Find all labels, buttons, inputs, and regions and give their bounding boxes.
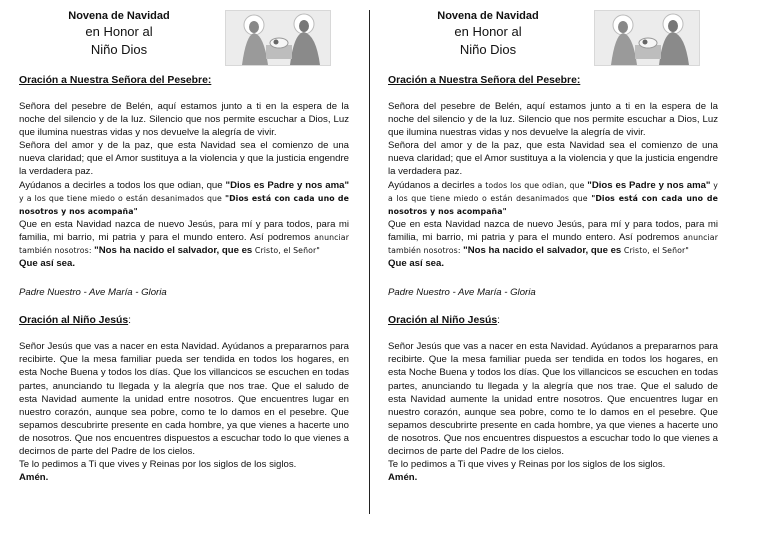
prayers-line: Padre Nuestro - Ave María - Gloria xyxy=(388,287,536,299)
paragraph: Te lo pedimos a Ti que vives y Reinas por los siglos de los siglos. xyxy=(19,459,297,471)
subtitle-line-1: en Honor al xyxy=(454,24,522,39)
paragraph: Señora del amor y de la paz, que esta Navidad sea el comienzo de una nueva claridad; que el Amor sustituya a la violencia y que la justicia engendre la verdadera paz. xyxy=(19,140,349,178)
paragraph: Te lo pedimos a Ti que vives y Reinas por los siglos de los siglos. xyxy=(388,459,666,471)
prayers-line: Padre Nuestro - Ave María - Gloria xyxy=(19,287,167,299)
nativity-image xyxy=(594,10,700,66)
closing-line: Que así sea. xyxy=(19,258,75,270)
subtitle-line-1: en Honor al xyxy=(85,24,153,39)
header xyxy=(19,0,349,64)
page-title: Novena de Navidad xyxy=(437,10,539,22)
paragraph: Señora del pesebre de Belén, aquí estamos junto a ti en la espera de la noche del silencio y de la luz. Silencio que nos permite escuchar a Dios, Luz que ilumina nuestras vidas y nos devuelve la alegría de vivir. xyxy=(388,101,718,139)
amen-line: Amén. xyxy=(388,472,418,484)
right-panel xyxy=(388,0,718,484)
subtitle-line-2: Niño Dios xyxy=(90,42,148,57)
paragraph: Que en esta Navidad nazca de nuevo Jesús, para mí y para todos, para mi familia, mi barrio, mi patria y para el mundo entero. Así podremos anunciar también nosotros: "Nos ha nacido el salvador, que es Cristo, el Señor" xyxy=(388,218,718,257)
column-divider xyxy=(369,10,370,514)
paragraph: Señora del amor y de la paz, que esta Navidad sea el comienzo de una nueva claridad; que el Amor sustituya a la violencia y que la justicia engendre la verdadera paz. xyxy=(388,140,718,178)
paragraph: Ayúdanos a decirles a todos los que odian, que "Dios es Padre y nos ama" y a los que tiene miedo o están desanimados que "Dios está con cada uno de nosotros y nos acompaña" xyxy=(19,179,349,216)
section-title-pesebre: Oración a Nuestra Señora del Pesebre: xyxy=(19,75,212,86)
header xyxy=(388,0,718,64)
paragraph: Que en esta Navidad nazca de nuevo Jesús, para mí y para todos, para mi familia, mi barrio, mi patria y para el mundo entero. Así podremos anunciar también nosotros: "Nos ha nacido el salvador, que es Cristo, el Señor" xyxy=(19,218,349,257)
nativity-image xyxy=(225,10,331,66)
subtitle-line-2: Niño Dios xyxy=(459,42,517,57)
paragraph: Señor Jesús que vas a nacer en esta Navidad. Ayúdanos a prepararnos para recibirte. Que la mesa familiar pueda ser tendida en todos los hogares, en esta Noche Buena y todos los días. Que los villancicos se escuchen en todas partes, anunciando tu llegada y la alegría que nos trae. Que el saludo de esta Navidad aumente la unidad entre nosotros. Que encuentres lugar en nuestro corazón, aunque sea pobre, como te lo damos en el pesebre. Que sepamos descubrirte presente en cada hombre, ya que vienes a hacerte uno de nosotros. Que nos encuentres dispuestos a escuchar todo lo que vienes a decirnos de parte del Padre de los cielos. xyxy=(19,341,349,457)
paragraph: Señora del pesebre de Belén, aquí estamos junto a ti en la espera de la noche del silencio y de la luz. Silencio que nos permite escuchar a Dios, Luz que ilumina nuestras vidas y nos devuelve la alegría de vivir. xyxy=(19,101,349,139)
title-block xyxy=(19,10,219,59)
closing-line: Que así sea. xyxy=(388,258,444,270)
section-title-nino: Oración al Niño Jesús: xyxy=(19,315,132,327)
page-title: Novena de Navidad xyxy=(68,10,170,22)
left-panel xyxy=(19,0,349,484)
paragraph: Ayúdanos a decirles a todos los que odian, que "Dios es Padre y nos ama" y a los que tiene miedo o están desanimados que "Dios está con cada uno de nosotros y nos acompaña" xyxy=(388,179,719,216)
paragraph: Señor Jesús que vas a nacer en esta Navidad. Ayúdanos a prepararnos para recibirte. Que la mesa familiar pueda ser tendida en todos los hogares, en esta Noche Buena y todos los días. Que los villancicos se escuchen en todas partes, anunciando tu llegada y la alegría que nos trae. Que el saludo de esta Navidad aumente la unidad entre nosotros. Que encuentres lugar en nuestro corazón, aunque sea pobre, como te lo damos en el pesebre. Que sepamos descubrirte presente en cada hombre, ya que vienes a hacerte uno de nosotros. Que nos encuentres dispuestos a escuchar todo lo que vienes a decirnos de parte del Padre de los cielos. xyxy=(388,341,718,457)
amen-line: Amén. xyxy=(19,472,49,484)
section-title-nino: Oración al Niño Jesús: xyxy=(388,315,501,327)
section-title-pesebre: Oración a Nuestra Señora del Pesebre: xyxy=(388,75,581,86)
title-block xyxy=(388,10,588,59)
